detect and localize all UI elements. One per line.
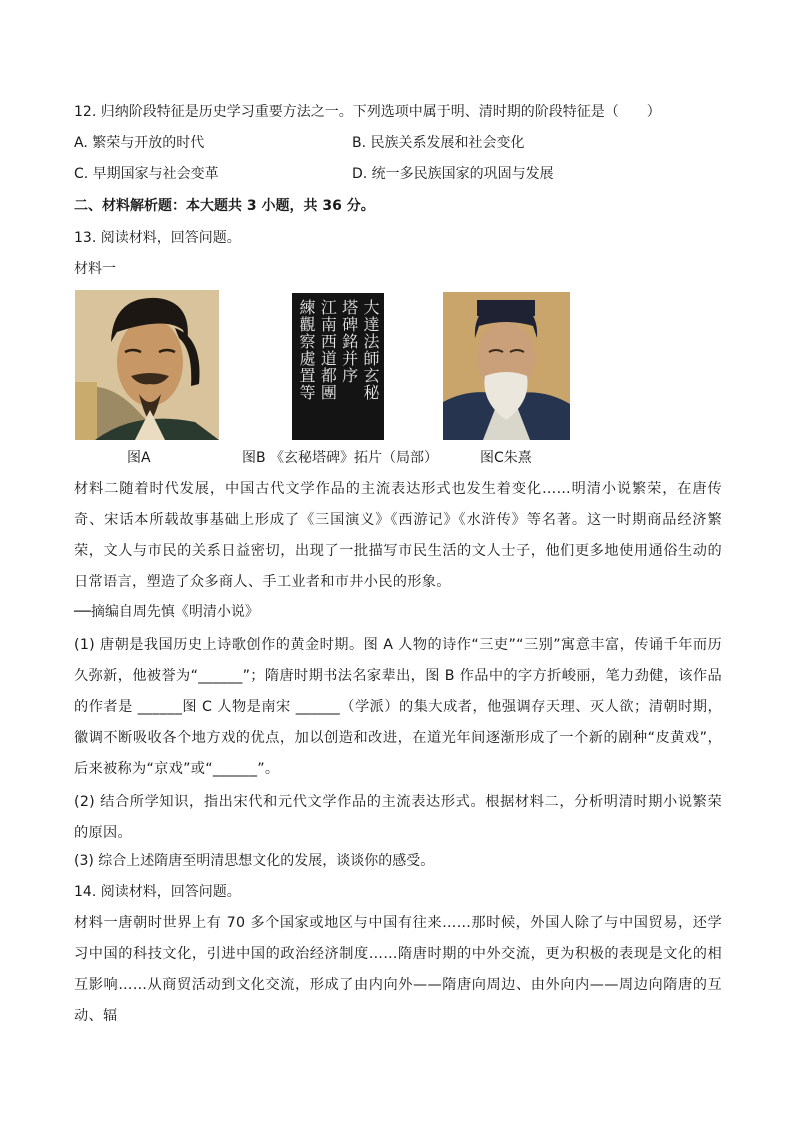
image-c-caption: 图C朱熹 xyxy=(480,450,532,466)
q12-option-b: B. 民族关系发展和社会变化 xyxy=(352,135,525,151)
q14-material-1: 材料一唐朝时世界上有 70 多个国家或地区与中国有往来……那时候，外国人除了与中国贸易，还学习中国的科技文化，引进中国的政治经济制度……隋唐时期的中外交流，更为积极的表现是文化的相互影响……从商贸活动到文化交流，形成了由内向外——隋唐向周边、由外向内——周边向隋唐的互动、辐 xyxy=(74,915,722,1024)
q13-sub-question-3: (3) 综合上述隋唐至明清思想文化的发展，谈谈你的感受。 xyxy=(74,853,435,869)
q13-sub-question-1: (1) 唐朝是我国历史上诗歌创作的黄金时期。图 A 人物的诗作“三吏”“三别”寓意丰富，传诵千年而历久弥新，他被誉为“______”；隋唐时期书法名家辈出，图 B 作品中的字方折峻丽，笔力劲健，该作品的作者是 ______图 C 人物是南宋 ______（学派）的集大成者，他强调存天理、灭人欲；清朝时期，徽调不断吸收各个地方戏的优点，加以创造和改进，在道光年间逐渐形成了一个新的剧种“皮黄戏”，后来被称为“京戏”或“______”。 xyxy=(74,637,722,777)
stele-column-1: 大達法師玄秘 xyxy=(360,299,380,401)
q12-option-d: D. 统一多民族国家的巩固与发展 xyxy=(352,166,554,182)
stele-column-4: 練觀察處置等 xyxy=(297,299,316,401)
q12-stem: 12. 归纳阶段特征是历史学习重要方法之一。下列选项中属于明、清时期的阶段特征是（ ） xyxy=(74,104,661,120)
q13-material-2: 材料二随着时代发展，中国古代文学作品的主流表达形式也发生着变化……明清小说繁荣，在唐传奇、宋话本所载故事基础上形成了《三国演义》《西游记》《水浒传》等名著。这一时期商品经济繁荣，文人与市民的关系日益密切，出现了一批描写市民生活的文人士子，他们更多地使用通俗生动的日常语言，塑造了众多商人、手工业者和市井小民的形象。 xyxy=(74,481,722,590)
image-b-caption: 图B 《玄秘塔碑》拓片（局部） xyxy=(242,450,439,466)
tang-poet-portrait-image xyxy=(75,290,219,440)
image-a-portrait xyxy=(75,290,219,440)
section-2-heading: 二、材料解析题：本大题共 3 小题，共 36 分。 xyxy=(74,198,375,214)
q13-stem: 13. 阅读材料，回答问题。 xyxy=(74,230,241,246)
image-b-stele-rubbing xyxy=(292,293,384,440)
q12-option-a: A. 繁荣与开放的时代 xyxy=(74,135,205,151)
material-1-label: 材料一 xyxy=(74,261,116,277)
image-c-zhuxi-portrait xyxy=(443,292,570,440)
image-a-caption: 图A xyxy=(127,450,151,466)
stele-text-columns xyxy=(296,299,380,434)
q13-sub-question-2: (2) 结合所学知识，指出宋代和元代文学作品的主流表达形式。根据材料二，分析明清时期小说繁荣的原因。 xyxy=(74,794,722,841)
stele-column-3: 江南西道都團 xyxy=(318,299,338,401)
q12-option-c: C. 早期国家与社会变革 xyxy=(74,166,219,182)
stele-column-2: 塔碑銘并序 xyxy=(339,299,359,384)
zhuxi-portrait-image xyxy=(443,292,570,440)
q14-stem: 14. 阅读材料，回答问题。 xyxy=(74,884,241,900)
material-2-source: ──摘编自周先慎《明清小说》 xyxy=(74,604,259,620)
